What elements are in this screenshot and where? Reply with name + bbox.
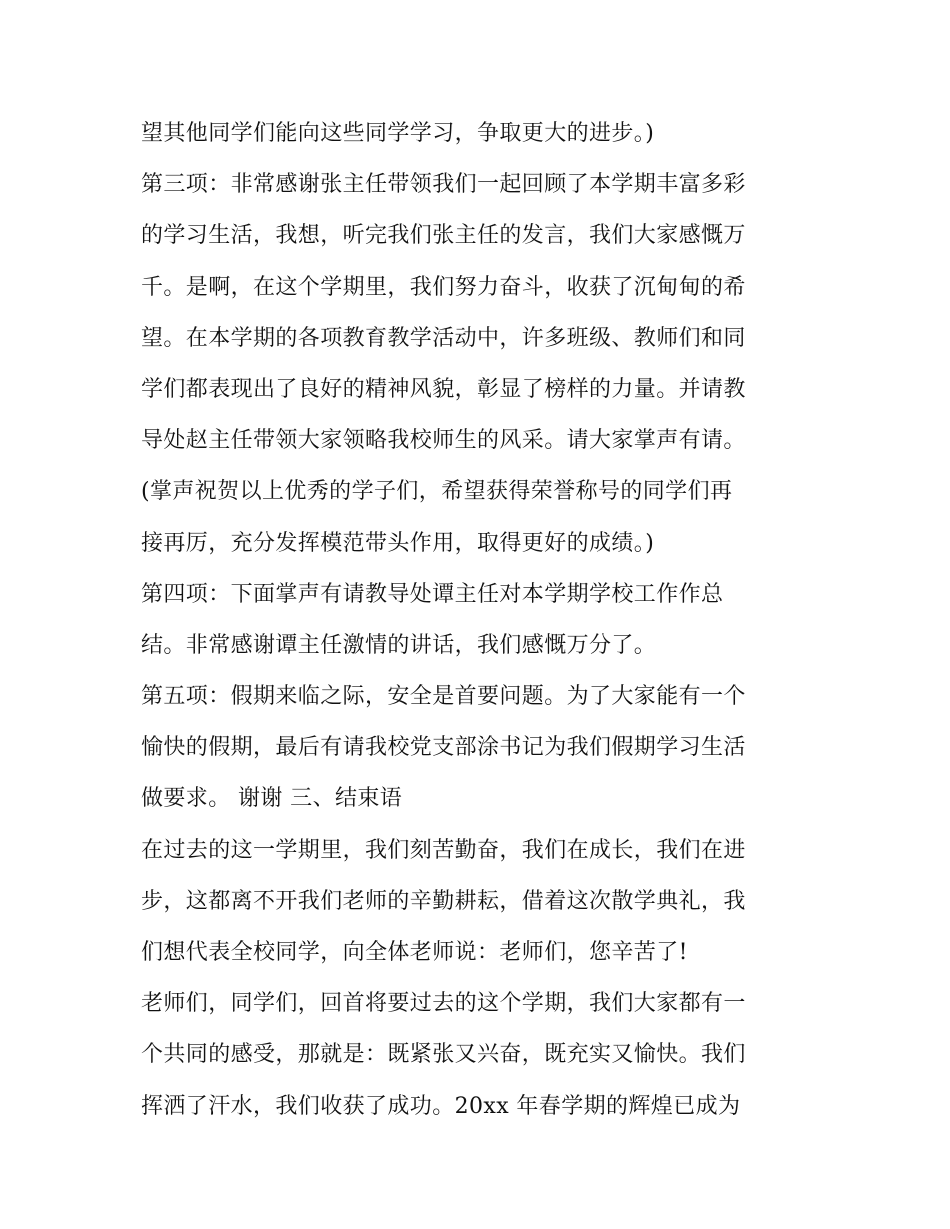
text-line: 学们都表现出了良好的精神风貌，彰显了榜样的力量。并请教 bbox=[141, 376, 746, 402]
text-line: 导处赵主任带领大家领略我校师生的风采。请大家掌声有请。 bbox=[141, 428, 746, 454]
text-line: 个共同的感受，那就是：既紧张又兴奋，既充实又愉快。我们 bbox=[141, 1042, 746, 1068]
text-line: 第五项：假期来临之际，安全是首要问题。为了大家能有一个 bbox=[141, 684, 746, 710]
text-line: 望。在本学期的各项教育教学活动中，许多班级、教师们和同 bbox=[141, 325, 746, 351]
text-line: 老师们，同学们，回首将要过去的这个学期，我们大家都有一 bbox=[141, 991, 746, 1017]
text-line: 步，这都离不开我们老师的辛勤耕耘，借着这次散学典礼，我 bbox=[141, 888, 746, 914]
text-line: 的学习生活，我想，听完我们张主任的发言，我们大家感慨万 bbox=[141, 223, 746, 249]
text-line: 结。非常感谢谭主任激情的讲话，我们感慨万分了。 bbox=[141, 632, 657, 658]
text-line: 第三项：非常感谢张主任带领我们一起回顾了本学期丰富多彩 bbox=[141, 172, 746, 198]
text-line: 第四项：下面掌声有请教导处谭主任对本学期学校工作作总 bbox=[141, 581, 724, 607]
text-line: 接再厉，充分发挥模范带头作用，取得更好的成绩。) bbox=[141, 530, 655, 556]
text-line: 们想代表全校同学，向全体老师说：老师们，您辛苦了! bbox=[141, 940, 688, 965]
text-line: 愉快的假期，最后有请我校党支部涂书记为我们假期学习生活 bbox=[141, 735, 746, 761]
text-line: 挥洒了汗水，我们收获了成功。20xx 年春学期的辉煌已成为 bbox=[141, 1093, 741, 1119]
text-line: 望其他同学们能向这些同学学习，争取更大的进步。) bbox=[141, 121, 655, 146]
document-body bbox=[141, 108, 831, 1132]
text-line: (掌声祝贺以上优秀的学子们，希望获得荣誉称号的同学们再 bbox=[141, 479, 733, 505]
text-line: 千。是啊，在这个学期里，我们努力奋斗，收获了沉甸甸的希 bbox=[141, 274, 746, 300]
text-line: 在过去的这一学期里，我们刻苦勤奋，我们在成长，我们在进 bbox=[141, 837, 746, 863]
text-line: 做要求。 谢谢 三、结束语 bbox=[141, 786, 403, 812]
